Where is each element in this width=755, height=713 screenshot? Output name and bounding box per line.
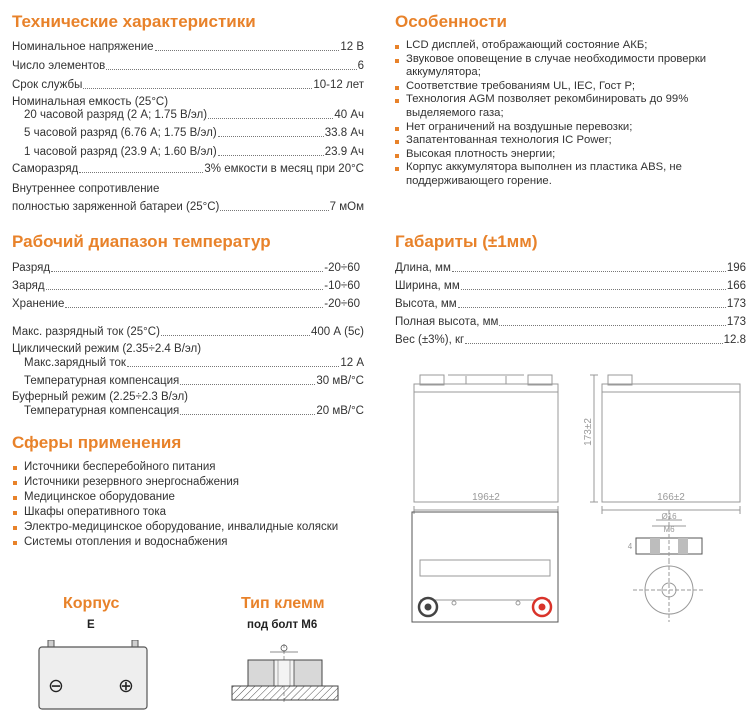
tech-title: Технические характеристики: [12, 12, 256, 31]
spec-label: 5 часовой разряд (6.76 А; 1.75 В/эл): [24, 127, 217, 139]
spec-value: 166: [726, 280, 746, 292]
dot-leader: [452, 271, 726, 272]
features-list: [394, 39, 739, 189]
list-item: Соответствие требованиям UL, IEC, Гост Р;: [394, 80, 739, 94]
plus-terminal-icon: ⊕: [118, 676, 134, 697]
dot-leader: [180, 414, 315, 415]
buffer-row-temp-comp: [24, 404, 364, 418]
max-discharge-row: [12, 325, 364, 339]
list-item: Медицинское оборудование: [12, 490, 372, 505]
spec-label: Макс.зарядный ток: [24, 357, 126, 369]
dot-leader: [499, 325, 725, 326]
dims-row-length: [395, 261, 746, 275]
spec-value: 12 В: [340, 41, 364, 53]
spec-value: 196: [726, 262, 746, 274]
dims-row-width: [395, 279, 746, 293]
spec-row-life: [12, 78, 364, 92]
spec-label: Вес (±3%), кг: [395, 334, 465, 346]
spec-label: полностью заряженной батареи (25°С): [12, 201, 220, 213]
spec-value: 173: [726, 316, 746, 328]
spec-value: 33.8 Ач: [324, 127, 364, 139]
spec-label: Ширина, мм: [395, 280, 460, 292]
width-label: 166±2: [657, 492, 685, 503]
spec-value: 7 мОм: [329, 201, 364, 213]
spec-label: Макс. разрядный ток (25°С): [12, 326, 160, 338]
terminal-thread-label: M6: [663, 525, 675, 534]
resistance-line1: Внутреннее сопротивление: [12, 183, 160, 195]
spec-label: Температурная компенсация: [24, 405, 180, 417]
dims-title: Габариты (±1мм): [395, 232, 538, 251]
list-item: Шкафы оперативного тока: [12, 505, 372, 520]
spec-row-cells: [12, 59, 364, 73]
spec-label: 20 часовой разряд (2 А; 1.75 В/эл): [24, 109, 208, 121]
resistance-row: [12, 200, 364, 214]
spec-label: Срок службы: [12, 79, 83, 91]
apps-list: [12, 460, 372, 550]
dot-leader: [180, 384, 315, 385]
spec-value: 20 мВ/°С: [316, 405, 364, 417]
minus-terminal-icon: ⊖: [48, 676, 64, 697]
spec-value: 173: [726, 298, 746, 310]
spec-label: Длина, мм: [395, 262, 451, 274]
dot-leader: [220, 210, 328, 211]
spec-value: -10÷60: [324, 280, 360, 292]
dot-leader: [79, 172, 203, 173]
terminal-drawing: [230, 640, 340, 706]
dot-leader: [218, 136, 324, 137]
temp-row-discharge: [12, 261, 360, 275]
list-item: Электро-медицинское оборудование, инвалидные коляски: [12, 520, 372, 535]
dot-leader: [83, 88, 312, 89]
spec-label: Саморазряд: [12, 163, 79, 175]
height-label: 173±2: [583, 418, 594, 446]
dot-leader: [106, 69, 356, 70]
dot-leader: [465, 343, 722, 344]
battery-dimension-drawing: [408, 360, 748, 630]
dims-row-total-height: [395, 315, 746, 329]
dims-row-weight: [395, 333, 746, 347]
dot-leader: [65, 307, 323, 308]
capacity-row-20h: [24, 108, 364, 122]
capacity-row-5h: [24, 126, 364, 140]
list-item: Звуковое оповещение в случае необходимости проверки аккумулятора;: [394, 53, 739, 80]
capacity-row-1h: [24, 145, 364, 159]
list-item: Корпус аккумулятора выполнен из пластика ABS, не поддерживающего горение.: [394, 161, 739, 188]
list-item: Источники резервного энергоснабжения: [12, 475, 372, 490]
buffer-title: Буферный режим (2.25÷2.3 В/эл): [12, 391, 189, 403]
dot-leader: [51, 271, 323, 272]
capacity-title: Номинальная емкость (25°C): [12, 96, 169, 108]
dot-leader: [208, 118, 333, 119]
cyclic-row-charge-current: [24, 356, 364, 370]
self-discharge-row: [12, 162, 364, 176]
dot-leader: [127, 366, 339, 367]
cyclic-row-temp-comp: [24, 374, 364, 388]
spec-value: 10-12 лет: [313, 79, 364, 91]
temp-row-charge: [12, 279, 360, 293]
spec-value: 12 А: [340, 357, 364, 369]
apps-title: Сферы применения: [12, 433, 182, 452]
spec-value: 6: [357, 60, 364, 72]
spec-label: Разряд: [12, 262, 51, 274]
spec-value: 3% емкости в месяц при 20°С: [204, 163, 364, 175]
dot-leader: [46, 289, 324, 290]
dot-leader: [218, 155, 324, 156]
spec-label: Полная высота, мм: [395, 316, 499, 328]
spec-label: Номинальное напряжение: [12, 41, 154, 53]
spec-value: -20÷60: [324, 262, 360, 274]
spec-value: 12.8: [723, 334, 746, 346]
case-title: Корпус: [63, 595, 120, 612]
spec-value: 30 мВ/°С: [316, 375, 364, 387]
dims-row-height: [395, 297, 746, 311]
spec-value: 40 Ач: [334, 109, 364, 121]
list-item: Нет ограничений на воздушные перевозки;: [394, 121, 739, 135]
spec-label: Температурная компенсация: [24, 375, 180, 387]
spec-label: Число элементов: [12, 60, 106, 72]
terminal-dia-label: Ø16: [661, 512, 677, 521]
list-item: Запатентованная технология IC Power;: [394, 134, 739, 148]
dot-leader: [461, 289, 726, 290]
case-type: E: [87, 619, 95, 631]
spec-value: 23.9 Ач: [324, 146, 364, 158]
list-item: LCD дисплей, отображающий состояние АКБ;: [394, 39, 739, 53]
list-item: Источники бесперебойного питания: [12, 460, 372, 475]
terminal-height-label: 4: [627, 542, 633, 551]
length-label: 196±2: [472, 492, 500, 503]
terminal-subtitle: под болт М6: [247, 619, 318, 631]
list-item: Технология AGM позволяет рекомбинировать до 99% выделяемого газа;: [394, 93, 739, 120]
list-item: Высокая плотность энергии;: [394, 148, 739, 162]
spec-row-voltage: [12, 40, 364, 54]
spec-value: 400 А (5с): [310, 326, 364, 338]
spec-label: Высота, мм: [395, 298, 457, 310]
features-title: Особенности: [395, 12, 507, 31]
list-item: Системы отопления и водоснабжения: [12, 535, 372, 550]
dot-leader: [155, 50, 340, 51]
dot-leader: [458, 307, 726, 308]
temp-row-storage: [12, 297, 360, 311]
temp-title: Рабочий диапазон температур: [12, 232, 271, 251]
dot-leader: [161, 335, 310, 336]
spec-label: 1 часовой разряд (23.9 А; 1.60 В/эл): [24, 146, 217, 158]
spec-value: -20÷60: [324, 298, 360, 310]
cyclic-title: Циклический режим (2.35÷2.4 В/эл): [12, 343, 202, 355]
spec-label: Заряд: [12, 280, 45, 292]
terminal-title: Тип клемм: [241, 595, 325, 612]
case-drawing: [38, 640, 148, 710]
spec-label: Хранение: [12, 298, 65, 310]
